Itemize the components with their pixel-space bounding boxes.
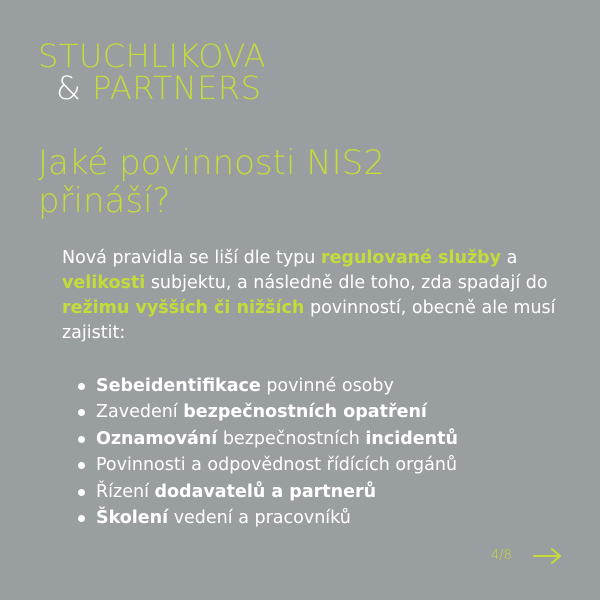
- item-bold: bezpečnostních opatření: [183, 402, 427, 423]
- intro-paragraph: [62, 246, 562, 346]
- obligations-list: [78, 373, 458, 531]
- item-bold: dodavatelů a partnerů: [154, 481, 377, 502]
- intro-text-3: subjektu, a následně dle toho, zda spadají do: [145, 273, 548, 293]
- item-bold: Sebeidentifikace: [96, 376, 261, 396]
- item-bold: Oznamování: [96, 428, 218, 449]
- brand-name-line2: [38, 69, 266, 107]
- title-line2: přináší?: [38, 181, 171, 221]
- list-item: [78, 505, 458, 531]
- list-item: [78, 426, 458, 452]
- intro-text-1: Nová pravidla se liší dle typu: [62, 248, 321, 268]
- brand-name-line1: STUCHLIKOVA: [38, 37, 267, 75]
- list-item: [78, 479, 458, 505]
- item-bold: Školení: [96, 508, 169, 529]
- page-title: [38, 144, 558, 220]
- item-text: bezpečnostních: [217, 428, 366, 449]
- intro-text-2: a: [501, 248, 518, 268]
- list-item: [78, 373, 458, 399]
- item-text: Zavedení: [96, 402, 184, 423]
- title-line1: Jaké povinnosti NIS2: [38, 143, 385, 183]
- intro-highlight-size: velikosti: [62, 273, 146, 293]
- intro-highlight-service: regulované služby: [320, 248, 502, 268]
- brand-logo: [38, 37, 267, 107]
- item-text: Řízení: [96, 481, 155, 502]
- item-bold: incidentů: [365, 428, 458, 449]
- item-text: vedení a pracovníků: [168, 508, 351, 529]
- list-item: [78, 399, 458, 425]
- intro-highlight-regime: režimu vyšších či nižších: [62, 298, 305, 318]
- brand-partners: PARTNERS: [92, 69, 262, 107]
- list-item: [78, 452, 458, 478]
- item-text: Povinnosti a odpovědnost řídících orgánů: [96, 455, 458, 476]
- arrow-right-icon[interactable]: [533, 547, 563, 565]
- intro-text-4: povinností, obecně ale musí zajistit:: [62, 298, 556, 343]
- page-counter: 4/8: [491, 548, 512, 563]
- brand-ampersand: &: [56, 69, 82, 107]
- item-text: povinné osoby: [260, 376, 394, 396]
